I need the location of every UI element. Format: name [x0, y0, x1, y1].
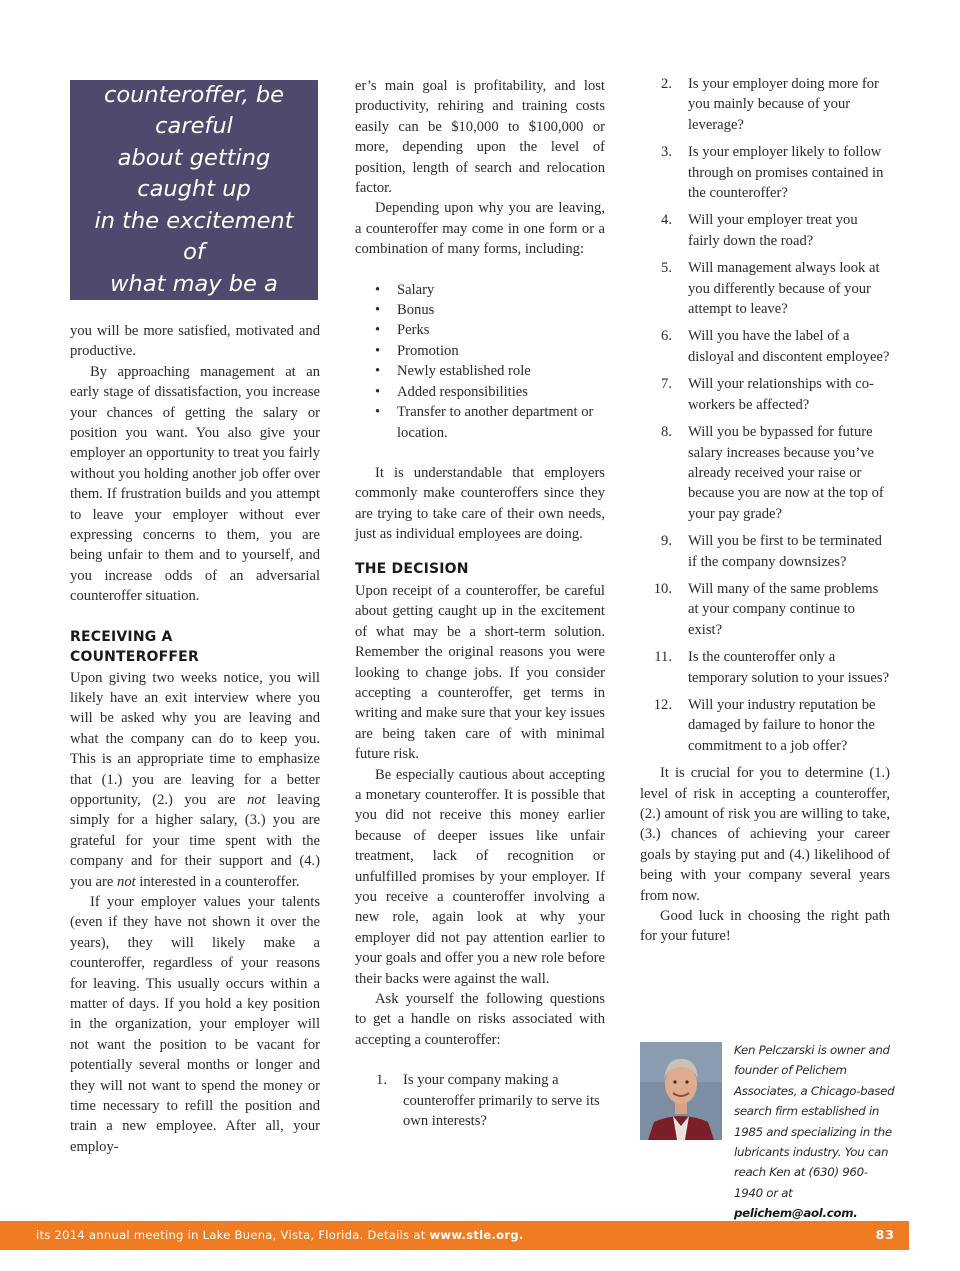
footer-website-link[interactable]: www.stle.org. [429, 1228, 524, 1242]
question-text: Will management always look at you differently because of your attempt to leave? [688, 260, 880, 318]
question-number: 8. [661, 424, 672, 441]
pull-quote-line: in the excitement of [94, 207, 294, 266]
paragraph: If your employer values your talents (even if they have not shown it over the years), they will likely make a counteroffer, regardless of your reasons for leaving. This usually occurs within a matter of days. If you hold a key position in the organization, your employer will not want the position to be vacant for potentially several months or longer and they will not want to spend the money or time necessary to refill the position and train a new employee. After all, your employ- [70, 893, 320, 1155]
bullet-icon: • [375, 363, 381, 380]
bullet-icon: • [375, 302, 381, 319]
bullet-icon: • [375, 383, 381, 400]
article-column-3 [640, 74, 890, 947]
list-item [355, 361, 605, 381]
question-text: Will your industry reputation be damaged by failure to honor the commitment to a job offer? [688, 696, 876, 754]
pull-quote-line: what may be a [110, 270, 278, 297]
question-text: Is your employer likely to follow through on promises contained in the counteroffer? [688, 144, 884, 202]
list-item-text: Salary [397, 281, 435, 298]
question-text: Will many of the same problems at your company continue to exist? [688, 580, 879, 638]
list-item [355, 280, 605, 300]
paragraph: By approaching management at an early stage of dissatisfaction, you increase your chances of getting the salary or position you want. You also give your employer an opportunity to treat you fairly without you holding another job offer over them. If frustration builds and you attempt to leave your employer without ever expressing concerns to them, you are being unfair to them and to yourself, and you increase odds of an adversarial counteroffer situation. [70, 363, 320, 605]
question-number: 12. [653, 696, 672, 713]
author-bio-text [734, 1040, 895, 1224]
paragraph: Ask yourself the following questions to get a handle on risks associated with accepting a counteroffer: [355, 991, 605, 1048]
question-text: Will you be bypassed for future salary increases because you’ve already received your raise or because you are now at the top of your pay grade? [688, 424, 884, 522]
list-item-text: Added responsibilities [397, 383, 528, 400]
list-item-text: Perks [397, 322, 430, 339]
paragraph: you will be more satisfied, motivated and productive. [70, 323, 320, 360]
footer-body: its 2014 annual meeting in Lake Buena, Vista, Florida. Details at [36, 1228, 430, 1242]
pull-quote-line: Upon receiving a [98, 50, 290, 77]
author-email-link[interactable]: pelichem@aol.com. [734, 1206, 858, 1221]
question-number: 1. [376, 1072, 387, 1089]
question-item [640, 374, 890, 415]
article-column-1 [70, 321, 320, 1157]
paragraph [70, 668, 320, 892]
footer-bar [0, 1221, 909, 1250]
text-run: leaving simply for a higher salary, (3.) you are grateful for your time spent with the company and for their support and (4.) you are [70, 791, 320, 890]
question-item [640, 579, 890, 640]
text-run: Upon giving two weeks notice, you will likely have an exit interview where you will be asked why you are leaving and what the company can do to keep you. This is an appropriate time to emphasize that (1.) you are leaving for a better opportunity, (2.) you are [70, 669, 320, 808]
question-text: Is the counteroffer only a temporary solution to your issues? [688, 649, 890, 686]
heading-line: RECEIVING A [70, 628, 173, 645]
emphasis: not [117, 873, 136, 890]
question-number: 7. [661, 376, 672, 393]
question-text: Will you have the label of a disloyal and discontent employee? [688, 328, 890, 365]
pull-quote-line: short-term solution. [82, 302, 306, 329]
question-text: Will your employer treat you fairly down the road? [688, 212, 858, 249]
question-number: 4. [661, 212, 672, 229]
list-item [355, 382, 605, 402]
question-number: 3. [661, 144, 672, 161]
list-item [355, 402, 605, 443]
question-item [640, 647, 890, 688]
text-run: interested in a counteroffer. [135, 873, 300, 890]
paragraph: Good luck in choosing the right path for your future! [640, 908, 890, 945]
question-list-continued [640, 74, 890, 756]
counteroffer-forms-list [355, 280, 605, 443]
bullet-icon: • [375, 404, 381, 421]
pull-quote-box [70, 50, 318, 329]
paragraph: It is understandable that employers commonly make counteroffers since they are trying to take care of their own needs, just as individual employees are doing. [355, 464, 605, 543]
question-item [640, 326, 890, 367]
list-item-text: Promotion [397, 342, 459, 359]
emphasis: not [246, 791, 266, 808]
section-heading-the-decision: THE DECISION [355, 560, 469, 577]
author-bio [640, 1042, 895, 1221]
question-item [640, 74, 890, 135]
page-number: 83 [875, 1227, 895, 1242]
list-item-text: Bonus [397, 302, 435, 319]
question-item [640, 695, 890, 756]
paragraph: Upon receipt of a counteroffer, be careful about getting caught up in the excitement of what may be a short-term solution. Remember the original reasons you were looking to change jobs. If you consider accepting a counteroffer, get terms in writing and make sure that your key issues are being taken care of with minimal future risk. [355, 582, 605, 763]
question-number: 11. [654, 649, 672, 666]
question-text: Is your employer doing more for you mainly because of your leverage? [688, 76, 879, 133]
question-number: 9. [661, 533, 672, 550]
question-item [640, 422, 890, 524]
author-photo [640, 1042, 722, 1140]
pull-quote-text [82, 48, 306, 332]
list-item [355, 341, 605, 361]
question-text: Will your relationships with co-workers be affected? [688, 376, 874, 413]
question-item [355, 1070, 605, 1131]
question-text: Will you be first to be terminated if the company downsizes? [688, 533, 882, 570]
list-item [355, 320, 605, 340]
list-item [355, 300, 605, 320]
question-number: 2. [661, 76, 672, 92]
bio-body: Ken Pelczarski is owner and founder of Pelichem Associates, a Chicago-based search firm established in 1985 and specializing in the lubricants industry. You can reach Ken at (630) 960-1940 or at [734, 1043, 895, 1200]
article-column-2 [355, 76, 605, 1139]
question-number: 6. [661, 328, 672, 345]
heading-line: COUNTEROFFER [70, 649, 199, 666]
bullet-icon: • [375, 322, 381, 339]
author-portrait-icon [640, 1042, 722, 1140]
question-item [640, 531, 890, 572]
pull-quote-line: counteroffer, be careful [103, 81, 285, 140]
bullet-icon: • [375, 342, 381, 359]
list-item-text: Newly established role [397, 363, 531, 380]
list-item-text: Transfer to another department or location. [397, 404, 594, 441]
question-text: Is your company making a counteroffer primarily to serve its own interests? [403, 1072, 600, 1130]
question-item [640, 210, 890, 251]
paragraph: Be especially cautious about accepting a monetary counteroffer. It is possible that you did not receive this money earlier because of deeper issues like unfair treatment, lack of recognition or unfulfilled promises by your employer. If you receive a counteroffer involving a new role, again look at why your employer did not pay attention earlier to your goals and offer you a new role before their backs were against the wall. [355, 766, 605, 987]
pull-quote-line: about getting caught up [117, 144, 271, 203]
footer-text [36, 1228, 524, 1242]
section-heading-receiving-counteroffer [70, 627, 320, 668]
paragraph: It is crucial for you to determine (1.) level of risk in accepting a counteroffer, (2.) amount of risk you are willing to take, (3.) chances of achieving your career goals by staying put and (4.) likelihood of being with your company several years from now. [640, 765, 890, 904]
question-item [640, 142, 890, 203]
question-number: 5. [661, 260, 672, 277]
paragraph: er’s main goal is profitability, and lost productivity, rehiring and training costs easily can be $10,000 to $100,000 or more, depending upon the level of position, length of search and relocation factor. [355, 78, 605, 197]
bullet-icon: • [375, 281, 381, 298]
question-number: 10. [653, 580, 672, 597]
question-list-start [355, 1070, 605, 1131]
question-item [640, 258, 890, 319]
paragraph: Depending upon why you are leaving, a counteroffer may come in one form or a combination of many forms, including: [355, 200, 605, 258]
